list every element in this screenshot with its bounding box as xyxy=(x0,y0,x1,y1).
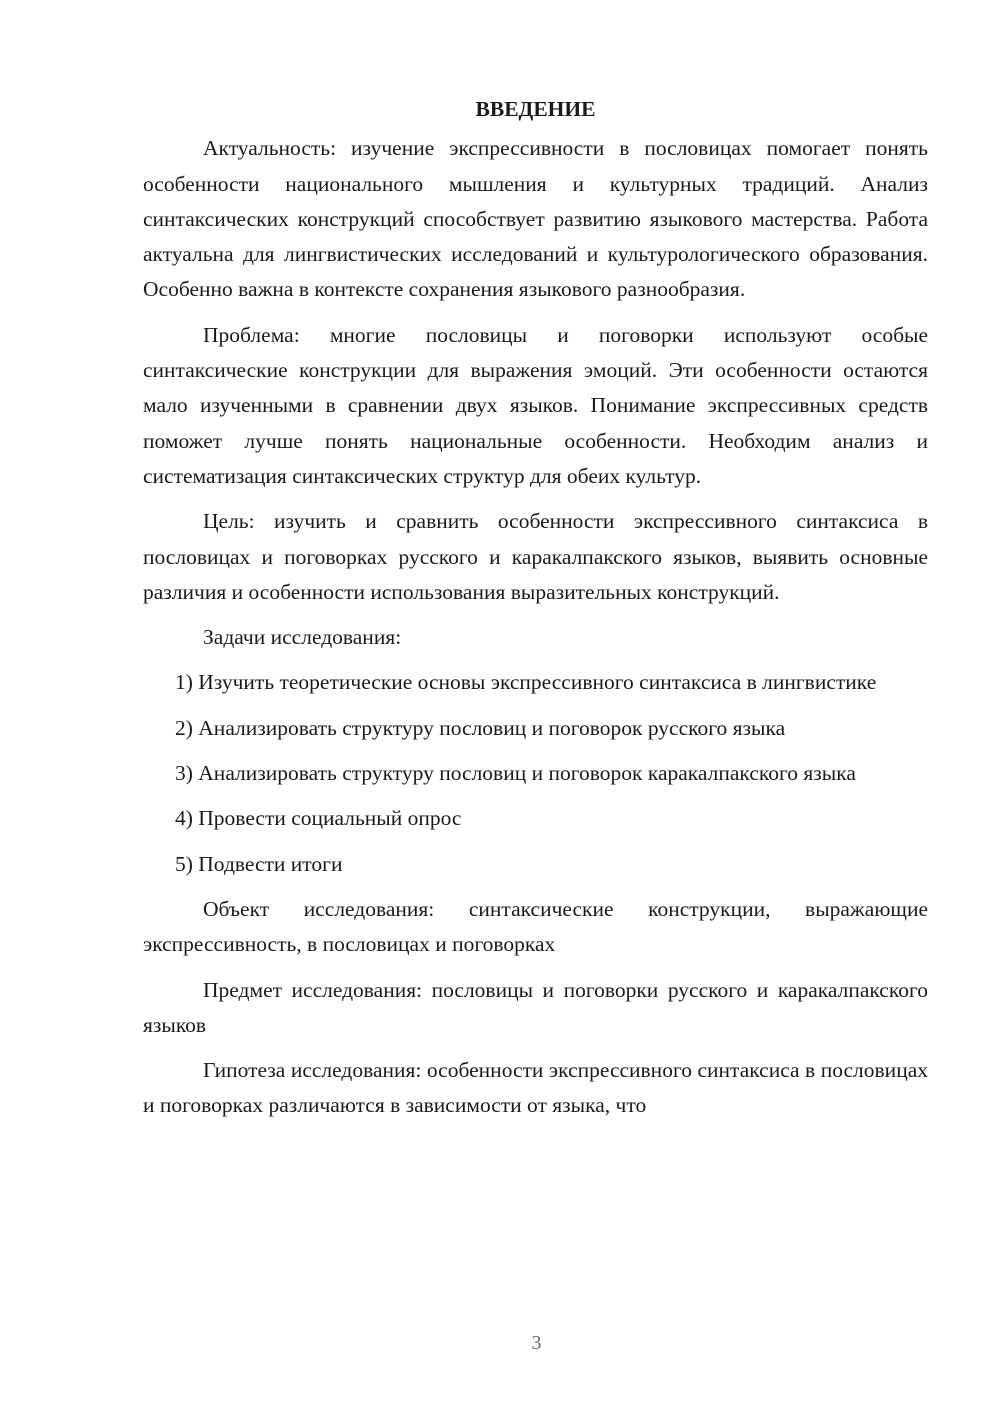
object-paragraph: Объект исследования: синтаксические конструкции, выражающие экспрессивность, в пословицах и поговорках xyxy=(143,896,928,957)
hypothesis-paragraph: Гипотеза исследования: особенности экспрессивного синтаксиса в пословицах и поговорках различаются в зависимости от языка, что xyxy=(143,1058,928,1118)
task-item: 4) Провести социальный опрос xyxy=(175,806,462,831)
page-title: ВВЕДЕНИЕ xyxy=(475,97,596,121)
problem-paragraph: Проблема: многие пословицы и поговорки используют особые синтаксические конструкции для выражения эмоций. Эти особенности остаются мало изученными в сравнении двух языков. Понимание экспрессивных средств поможет лучше понять национальные особенности. Необходим анализ и систематизация синтаксических структур для обеих культур. xyxy=(143,322,928,488)
subject-paragraph: Предмет исследования: пословицы и поговорки русского и каракалпакского языков xyxy=(143,977,928,1037)
task-item: 5) Подвести итоги xyxy=(175,851,343,876)
task-item: 3) Анализировать структуру пословиц и поговорок каракалпакского языка xyxy=(175,761,856,786)
relevance-paragraph: Актуальность: изучение экспрессивности в пословицах помогает понять особенности национального мышления и культурных традиций. Анализ синтаксических конструкций способствует развитию языкового мастерства. Работа актуальна для лингвистических исследований и культурологического образования. Особенно важна в контексте сохранения языкового разнообразия. xyxy=(143,136,928,302)
document-page xyxy=(143,92,928,1131)
goal-paragraph: Цель: изучить и сравнить особенности экспрессивного синтаксиса в пословицах и поговорках русского и каракалпакского языков, выявить основные различия и особенности использования выразительных конструкций. xyxy=(143,509,928,604)
tasks-heading: Задачи исследования: xyxy=(203,625,402,650)
page-number: 3 xyxy=(531,1332,542,1354)
task-item: 2) Анализировать структуру пословиц и поговорок русского языка xyxy=(175,715,786,740)
task-item: 1) Изучить теоретические основы экспрессивного синтаксиса в лингвистике xyxy=(175,670,877,695)
